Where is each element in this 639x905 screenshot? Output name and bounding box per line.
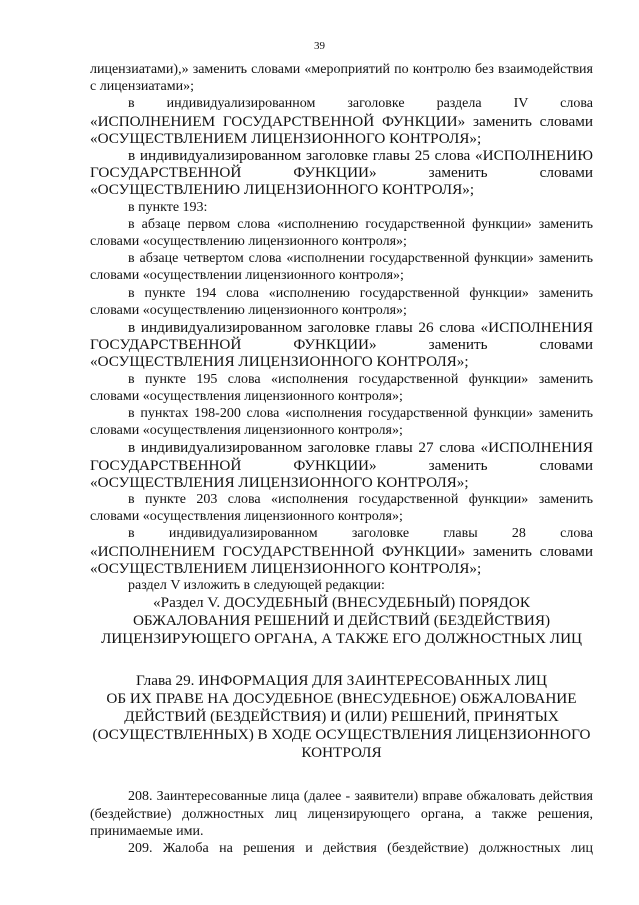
paragraph: в индивидуализированном заголовке главы 26 слова «ИСПОЛНЕНИЯ ГОСУДАРСТВЕННОЙ ФУНКЦИИ» заменить словами «ОСУЩЕСТВЛЕНИЯ ЛИЦЕНЗИОННОГО КОНТРОЛЯ»; [90, 319, 593, 371]
paragraph: в абзаце четвертом слова «исполнении государственной функции» заменить словами «осуществлении лицензионного контроля»; [90, 251, 593, 284]
spacer [90, 762, 593, 788]
section-heading [90, 594, 593, 648]
chapter-heading-line: ОБ ИХ ПРАВЕ НА ДОСУДЕБНОЕ (ВНЕСУДЕБНОЕ) ОБЖАЛОВАНИЕ [106, 690, 577, 708]
paragraph: в индивидуализированном заголовке раздела IV слова [128, 96, 593, 112]
chapter-heading-line: (ОСУЩЕСТВЛЕННЫХ) В ХОДЕ ОСУЩЕСТВЛЕНИЯ ЛИЦЕНЗИОННОГО [92, 726, 591, 744]
paragraph: «ИСПОЛНЕНИЕМ ГОСУДАРСТВЕННОЙ ФУНКЦИИ» заменить словами «ОСУЩЕСТВЛЕНИЕМ ЛИЦЕНЗИОННОГО КОНТРОЛЯ»; [90, 112, 593, 147]
section-heading-line: ЛИЦЕНЗИРУЮЩЕГО ОРГАНА, А ТАКЖЕ ЕГО ДОЛЖНОСТНЫХ ЛИЦ [100, 630, 583, 648]
paragraph: в пункте 195 слова «исполнения государственной функции» заменить словами «осуществления лицензионного контроля»; [90, 371, 593, 404]
paragraph: в индивидуализированном заголовке главы 28 слова [128, 526, 593, 542]
paragraph: в индивидуализированном заголовке главы 27 слова «ИСПОЛНЕНИЯ ГОСУДАРСТВЕННОЙ ФУНКЦИИ» заменить словами «ОСУЩЕСТВЛЕНИЯ ЛИЦЕНЗИОННОГО КОНТРОЛЯ»; [90, 439, 593, 491]
paragraph: в пунктах 198-200 слова «исполнения государственной функции» заменить словами «осуществления лицензионного контроля»; [90, 406, 593, 439]
paragraph: в индивидуализированном заголовке главы 25 слова «ИСПОЛНЕНИЮ ГОСУДАРСТВЕННОЙ ФУНКЦИИ» заменить словами «ОСУЩЕСТВЛЕНИЮ ЛИЦЕНЗИОННОГО КОНТРОЛЯ»; [90, 147, 593, 199]
spacer [90, 648, 593, 672]
section-heading-line: ОБЖАЛОВАНИЯ РЕШЕНИЙ И ДЕЙСТВИЙ (БЕЗДЕЙСТВИЯ) [132, 612, 551, 630]
chapter-heading [90, 672, 593, 762]
section-heading-line: «Раздел V. ДОСУДЕБНЫЙ (ВНЕСУДЕБНЫЙ) ПОРЯДОК [153, 594, 530, 612]
document-body [90, 61, 593, 857]
paragraph: 209. Жалоба на решения и действия (бездействие) должностных лиц [128, 840, 593, 856]
paragraph: в пункте 193: [128, 199, 208, 215]
paragraph: в абзаце первом слова «исполнению государственной функции» заменить словами «осуществлению лицензионного контроля»; [90, 216, 593, 250]
chapter-heading-line: КОНТРОЛЯ [301, 744, 382, 762]
paragraph: лицензиатами),» заменить словами «мероприятий по контролю без взаимодействия с лицензиатами»; [90, 62, 593, 95]
page-number: 39 [314, 40, 325, 52]
chapter-heading-line: ДЕЙСТВИЙ (БЕЗДЕЙСТВИЯ) И (ИЛИ) РЕШЕНИЙ, ПРИНЯТЫХ [124, 708, 559, 726]
paragraph: в пункте 194 слова «исполнению государственной функции» заменить словами «осуществлению лицензионного контроля»; [90, 285, 593, 318]
paragraph: раздел V изложить в следующей редакции: [128, 578, 385, 594]
paragraph: в пункте 203 слова «исполнения государственной функции» заменить словами «осуществления лицензионного контроля»; [90, 492, 593, 525]
paragraph: «ИСПОЛНЕНИЕМ ГОСУДАРСТВЕННОЙ ФУНКЦИИ» заменить словами «ОСУЩЕСТВЛЕНИЕМ ЛИЦЕНЗИОННОГО КОНТРОЛЯ»; [90, 542, 593, 577]
paragraph: 208. Заинтересованные лица (далее - заявители) вправе обжаловать действия (бездействие) должностных лиц лицензирующего органа, а также решения, принимаемые ими. [90, 789, 593, 839]
chapter-heading-line: Глава 29. ИНФОРМАЦИЯ ДЛЯ ЗАИНТЕРЕСОВАННЫХ ЛИЦ [136, 672, 547, 690]
